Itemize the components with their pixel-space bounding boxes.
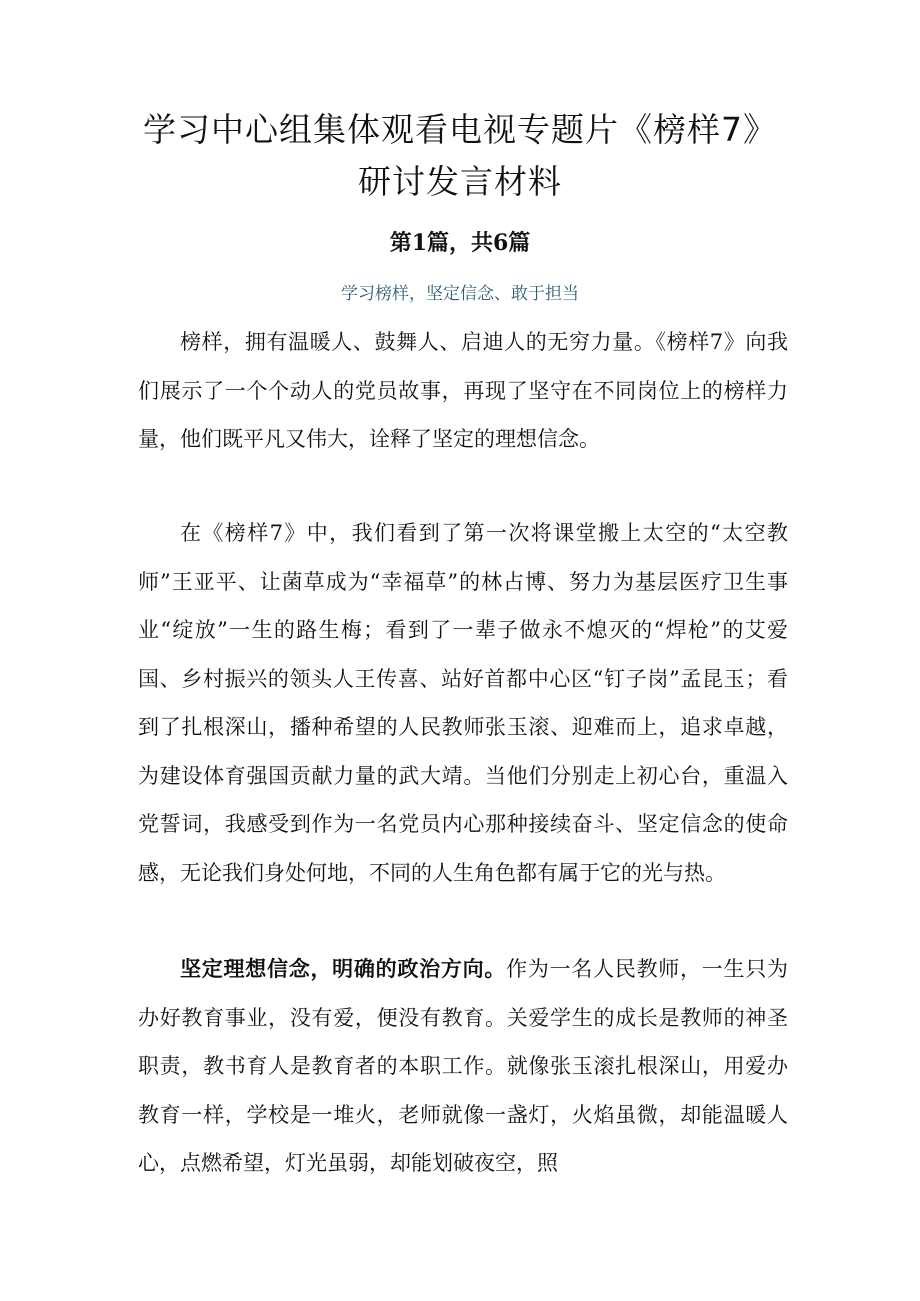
part-label: 第1篇，共6篇 [389, 230, 531, 256]
paragraph-1-text: 榜样，拥有温暖人、鼓舞人、启迪人的无穷力量。《榜样7》向我们展示了一个个动人的党员故事，再现了坚守在不同岗位上的榜样力量，他们既平凡又伟大，诠释了坚定的理想信念。 [138, 330, 788, 451]
paragraph-1 [138, 318, 788, 464]
document-title-line-2: 研讨发言材料 [358, 162, 562, 201]
document-title-line-1: 学习中心组集体观看电视专题片《榜样7》 [143, 110, 777, 149]
paragraph-3-lead: 坚定理想信念，明确的政治方向。 [180, 957, 507, 981]
paragraph-3 [138, 945, 788, 1188]
paragraph-2 [138, 509, 788, 897]
paragraph-3-text: 作为一名人民教师，一生只为办好教育事业，没有爱，便没有教育。关爱学生的成长是教师的神圣职责，教书育人是教育者的本职工作。就像张玉滚扎根深山，用爱办教育一样，学校是一堆火，老师就像一盏灯，火焰虽微，却能温暖人心，点燃希望，灯光虽弱，却能划破夜空，照 [138, 957, 789, 1175]
article-subtitle: 学习榜样，坚定信念、敢于担当 [341, 284, 579, 304]
paragraph-2-text: 在《榜样7》中，我们看到了第一次将课堂搬上太空的“太空教师”王亚平、让菌草成为“幸福草”的林占博、努力为基层医疗卫生事业“绽放”一生的路生梅；看到了一辈子做永不熄灭的“焊枪”的艾爱国、乡村振兴的领头人王传喜、站好首都中心区“钉子岗”孟昆玉；看到了扎根深山，播种希望的人民教师张玉滚、迎难而上，追求卓越，为建设体育强国贡献力量的武大靖。当他们分别走上初心台，重温入党誓词，我感受到作为一名党员内心那种接续奋斗、坚定信念的使命感，无论我们身处何地，不同的人生角色都有属于它的光与热。 [138, 521, 788, 885]
